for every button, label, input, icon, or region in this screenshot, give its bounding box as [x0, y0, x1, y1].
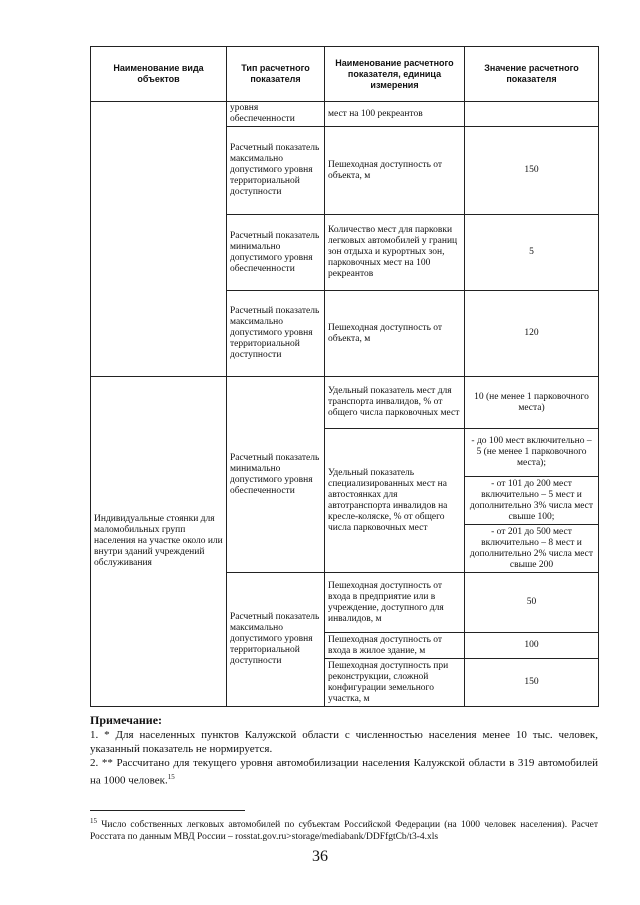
notes-title: Примечание: [90, 713, 163, 727]
footnote-divider [90, 810, 245, 811]
note-2-text: 2. ** Рассчитано для текущего уровня автомобилизации населения Калужской области в 319 автомобилей на 1000 человек. [90, 757, 598, 787]
value-cell: 100 [465, 633, 599, 659]
name-cell: Пешеходная доступность от входа в жилое здание, м [325, 633, 465, 659]
name-cell: Количество мест для парковки легковых автомобилей у границ зон отдыха и курортных зон, парковочных мест на 100 рекреантов [325, 215, 465, 291]
header-object-kind: Наименование вида объектов [91, 47, 227, 102]
value-cell: 150 [465, 659, 599, 707]
value-cell: 10 (не менее 1 парковочного места) [465, 377, 599, 429]
header-indicator-name: Наименование расчетного показателя, единица измерения [325, 47, 465, 102]
value-cell [465, 102, 599, 127]
name-cell: Пешеходная доступность от объекта, м [325, 291, 465, 377]
header-indicator-value: Значение расчетного показателя [465, 47, 599, 102]
name-cell: Пешеходная доступность при реконструкции, сложной конфигурации земельного участка, м [325, 659, 465, 707]
name-cell: Пешеходная доступность от объекта, м [325, 127, 465, 215]
name-cell: Пешеходная доступность от входа в предприятие или в учреждение, доступного для инвалидов, м [325, 573, 465, 633]
value-cell: 120 [465, 291, 599, 377]
type-cell: Расчетный показатель минимально допустимого уровня обеспеченности [227, 377, 325, 573]
note-2 [90, 756, 598, 788]
page-number: 36 [312, 848, 328, 865]
object-cell-empty [91, 102, 227, 377]
table-row [91, 377, 599, 429]
table-header-row [91, 47, 599, 102]
table-row [91, 102, 599, 127]
type-cell: Расчетный показатель максимально допустимого уровня территориальной доступности [227, 127, 325, 215]
type-cell: уровня обеспеченности [227, 102, 325, 127]
value-cell: 50 [465, 573, 599, 633]
name-cell: Удельный показатель мест для транспорта инвалидов, % от общего числа парковочных мест [325, 377, 465, 429]
value-cell: - до 100 мест включительно – 5 (не менее 1 парковочного места); [465, 429, 599, 477]
norms-table [90, 46, 599, 707]
name-cell: Удельный показатель специализированных мест на автостоянках для автотранспорта инвалидов на кресле-коляске, % от общего числа парковочных мест [325, 429, 465, 573]
note-2-footnote-ref: 15 [167, 773, 175, 781]
footnote [90, 815, 598, 843]
header-indicator-type: Тип расчетного показателя [227, 47, 325, 102]
type-cell: Расчетный показатель минимально допустимого уровня обеспеченности [227, 215, 325, 291]
type-cell: Расчетный показатель максимально допустимого уровня территориальной доступности [227, 573, 325, 707]
name-cell: мест на 100 рекреантов [325, 102, 465, 127]
footnote-text: Число собственных легковых автомобилей по субъектам Российской Федерации (на 1000 человек населения). Расчет Росстата по данным МВД России – rosstat.gov.ru>storage/mediabank/DDFfgtCb/t3-4.xls [90, 820, 598, 843]
footnote-ref: 15 [90, 817, 97, 825]
value-cell: 5 [465, 215, 599, 291]
type-cell: Расчетный показатель максимально допустимого уровня территориальной доступности [227, 291, 325, 377]
note-1: 1. * Для населенных пунктов Калужской области с численностью населения менее 10 тыс. человек, указанный показатель не нормируется. [90, 729, 598, 755]
object-cell: Индивидуальные стоянки для маломобильных групп населения на участке около или внутри зданий учреждений обслуживания [91, 377, 227, 707]
value-cell: 150 [465, 127, 599, 215]
value-cell: - от 101 до 200 мест включительно – 5 мест и дополнительно 3% числа мест свыше 100; [465, 477, 599, 525]
value-cell: - от 201 до 500 мест включительно – 8 мест и дополнительно 2% числа мест свыше 200 [465, 525, 599, 573]
